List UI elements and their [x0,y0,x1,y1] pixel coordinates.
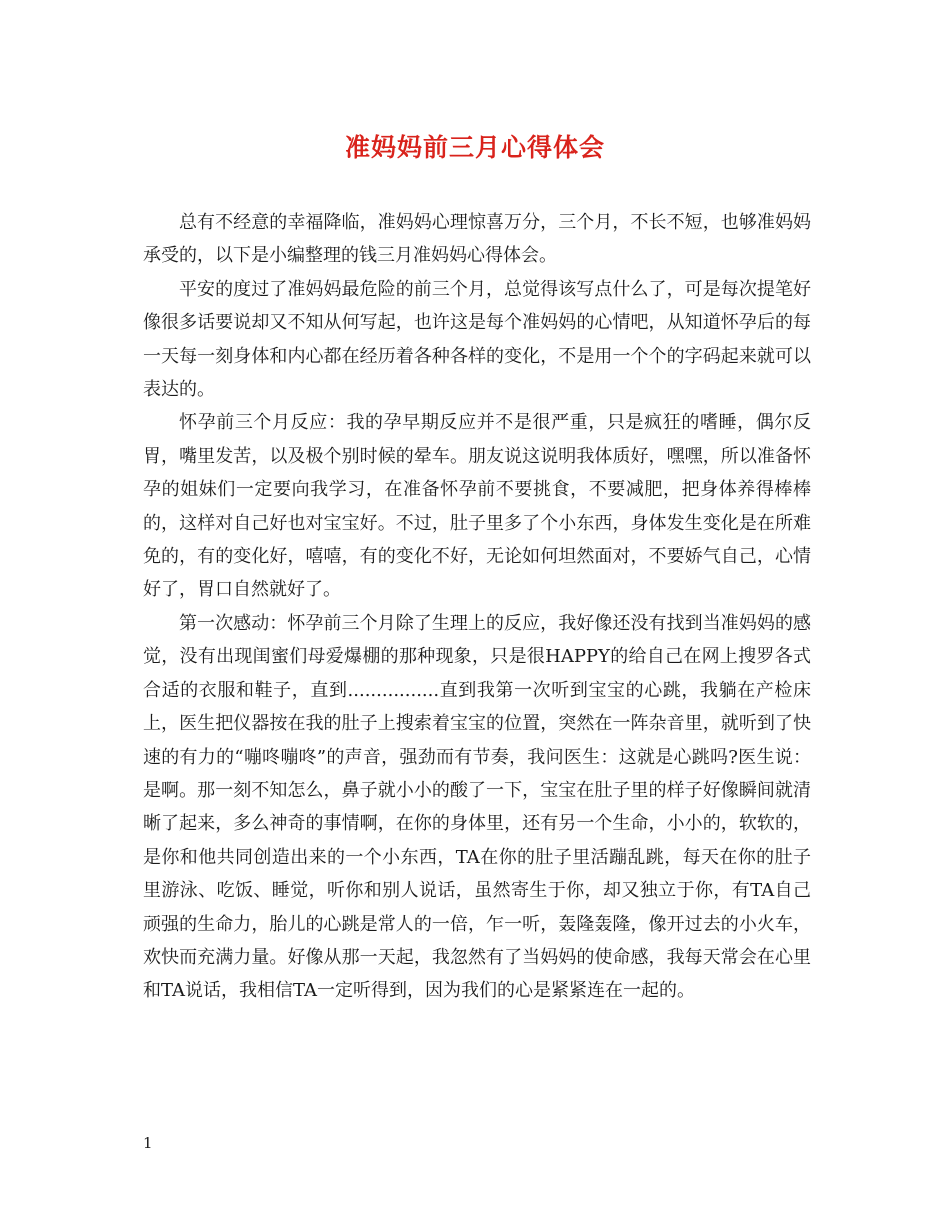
paragraph-reactions: 怀孕前三个月反应：我的孕早期反应并不是很严重，只是疯狂的嗜睡，偶尔反胃，嘴里发苦，以及极个别时候的晕车。朋友说这说明我体质好，嘿嘿，所以准备怀孕的姐妹们一定要向我学习，在准备怀孕前不要挑食，不要减肥，把身体养得棒棒的，这样对自己好也对宝宝好。不过，肚子里多了个小东西，身体发生变化是在所难免的，有的变化好，嘻嘻，有的变化不好，无论如何坦然面对，不要娇气自己，心情好了，胃口自然就好了。 [143,412,811,601]
document-body [143,206,811,1008]
paragraph-first-touch: 第一次感动：怀孕前三个月除了生理上的反应，我好像还没有找到当准妈妈的感觉，没有出现闺蜜们母爱爆棚的那种现象，只是很HAPPY的给自己在网上搜罗各式合适的衣服和鞋子，直到................直到我第一次听到宝宝的心跳，我躺在产检床上，医生把仪器按在我的肚子上搜索着宝宝的位置，突然在一阵杂音里，就听到了快速的有力的“嘣咚嘣咚”的声音，强劲而有节奏，我问医生：这就是心跳吗?医生说：是啊。那一刻不知怎么，鼻子就小小的酸了一下，宝宝在肚子里的样子好像瞬间就清晰了起来，多么神奇的事情啊，在你的身体里，还有另一个生命，小小的，软软的，是你和他共同创造出来的一个小东西，TA在你的肚子里活蹦乱跳，每天在你的肚子里游泳、吃饭、睡觉，听你和别人说话，虽然寄生于你，却又独立于你，有TA自己顽强的生命力，胎儿的心跳是常人的一倍，乍一听，轰隆轰隆，像开过去的小火车，欢快而充满力量。好像从那一天起，我忽然有了当妈妈的使命感，我每天常会在心里和TA说话，我相信TA一定听得到，因为我们的心是紧紧连在一起的。 [143,612,811,1002]
paragraph-intro: 总有不经意的幸福降临，准妈妈心理惊喜万分，三个月，不长不短，也够准妈妈承受的，以下是小编整理的钱三月准妈妈心得体会。 [143,212,811,267]
document-title: 准妈妈前三月心得体会 [344,133,605,162]
page-number: 1 [143,1134,153,1152]
paragraph-first-trimester: 平安的度过了准妈妈最危险的前三个月，总觉得该写点什么了，可是每次提笔好像很多话要说却又不知从何写起，也许这是每个准妈妈的心情吧，从知道怀孕后的每一天每一刻身体和内心都在经历着各种各样的变化，不是用一个个的字码起来就可以表达的。 [143,278,811,401]
